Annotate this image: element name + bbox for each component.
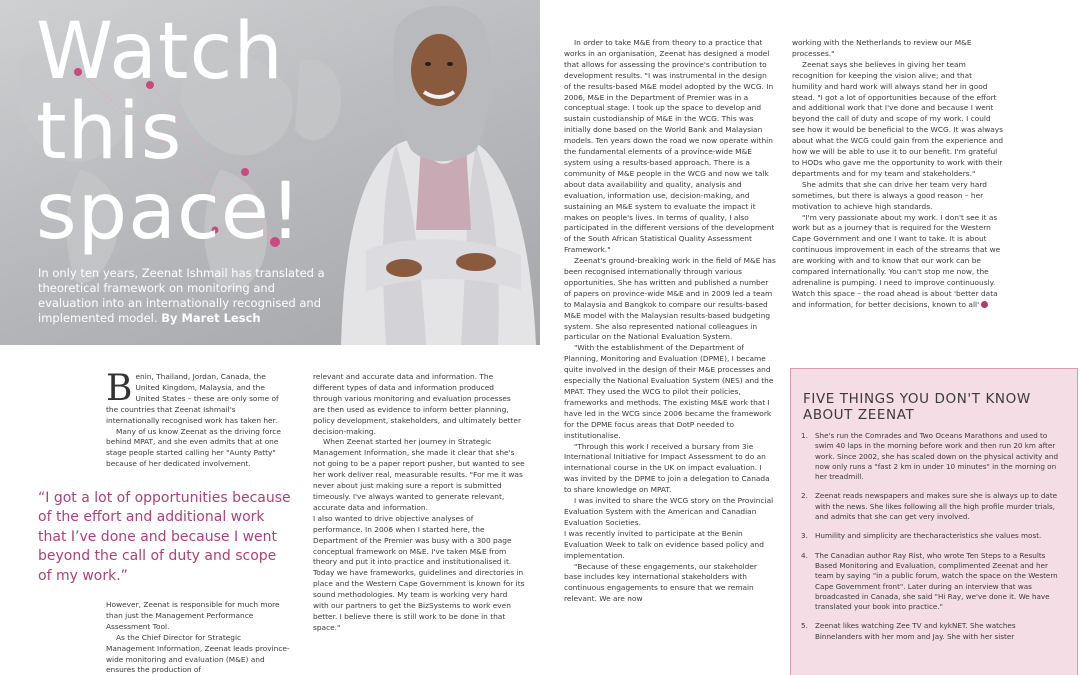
paragraph: Zeenat's ground-breaking work in the field of M&E has been recognised internationally through various opportunities. She has written and published a number of papers on province-wide M&E and in 2009 led a team to Malaysia and Bangkok to compare our results-based M&E model with the Malaysian results-based budgeting system. She also represented national colleagues in particular on the National Evaluation System.: [564, 256, 776, 342]
standfirst: [38, 266, 328, 326]
paragraph: I was invited to share the WCG story on the Provincial Evaluation System with the American and Canadian Evaluation Societies.: [564, 496, 774, 527]
paragraph: working with the Netherlands to review our M&E processes.": [792, 38, 972, 58]
fact-list: [801, 431, 1059, 651]
list-item: [801, 621, 1059, 642]
item-text: The Canadian author Ray Rist, who wrote Ten Steps to a Results Based Monitoring and Evaluation, complimented Zeenat and her team by saying "in a public forum, watch the space on the Western Cape Government front". Later during an interview that was broadcasted in Canada, she said "Hi Ray, we've done it. We have translated your book into practice.": [815, 550, 1058, 612]
portrait-photo: [326, 0, 540, 345]
paragraph: [792, 213, 1004, 311]
item-number: 2.: [801, 491, 808, 501]
paragraph: However, Zeenat is responsible for much more than just the Management Performance Assessment Tool.: [106, 600, 280, 631]
article-column-1-top: [106, 368, 291, 470]
paragraph: When Zeenat started her journey in Strategic Management Information, she made it clear that she's not going to be a paper report pusher, but wanted to see her work deliver real, measurable results. "For me it was never about just making sure a report is submitted timeously. I've always wanted to generate relevant, accurate data and information.: [313, 437, 525, 512]
headline-line: space!: [36, 167, 303, 257]
paragraph: She admits that she can drive her team very hard sometimes, but there is always a good reason – her motivation to achieve high standards.: [792, 179, 987, 211]
byline: By Maret Lesch: [161, 311, 261, 325]
fact-box-title: FIVE THINGS YOU DON'T KNOW ABOUT ZEENAT: [803, 391, 1031, 423]
paragraph: In order to take M&E from theory to a practice that works in an organisation, Zeenat has designed a model that allows for assessing the province's contribution to development results. "I was instrumental in the design of the results-based M&E model adopted by the WCG. In 2006, M&E in the Department of Premier was in a conceptual stage. I took up the space to develop and sustain custodianship of M&E in the WCG. This was initially done based on the World Bank and Malaysian models. Ten years down the road we now operate within the fundamental elements of a province-wide M&E system using a results-based approach. There is a community of M&E people in the WCG and now we talk about data availability and quality, analysis and evaluation, information use, decision-making, and sustaining an M&E system to evaluate the impact it makes on people's lives. In terms of quality, I also participated in the different versions of the development of the South African Statistical Quality Assessment Framework.": [564, 38, 775, 255]
item-text: Zeenat reads newspapers and makes sure she is always up to date with the news. She likes following all the high profile murder trials, and admits that she can get very involved.: [815, 491, 1058, 522]
pull-quote: “I got a lot of opportunities because of the effort and additional work that I’ve done and because I went beyond the call of duty and scope of my work.”: [38, 490, 291, 584]
headline: [36, 7, 336, 257]
item-text: She's run the Comrades and Two Oceans Marathons and used to swim 40 laps in the morning before work and then run 20 km after work. Since 2002, she has scaled down on the physical activity and now only runs a "fast 2 km in under 10 minutes" in the morning on her treadmill.: [815, 431, 1059, 482]
list-item: [801, 491, 1059, 522]
paragraph: Zeenat says she believes in giving her team recognition for keeping the vision alive; and that humility and hard work will always stand her in good stead. "I got a lot of opportunities because of the effort and additional work that I've done and because I went beyond the call of duty and scope of my work. I could see how it would be beneficial to the WCG. It was always about what the WCG could gain from the experience and how we will be able to use it to our benefit. I'm grateful to HODs who gave me the opportunity to work with their departments and for my team and stakeholders.": [792, 59, 1004, 178]
item-text: Humility and simplicity are thecharacteristics she values most.: [815, 531, 1042, 541]
paragraph: [106, 368, 291, 427]
article-column-1-bottom: [106, 600, 291, 675]
paragraph: I also wanted to drive objective analyses of performance. In 2006 when I started here, the Department of the Premier was busy with a 300 page conceptual framework on M&E. I've taken M&E from theory and put it into practice and institutionalised it. Today we have frameworks, guidelines and directories in place and the Western Cape Government is known for its sound methodologies. My team is working very hard with our partners to get the BizSystems to work even better. I believe there is still work to be done in that space.": [313, 513, 525, 632]
article-column-4: [792, 38, 1004, 311]
list-item: [801, 431, 1059, 482]
standfirst-text: In only ten years, Zeenat Ishmail has translated a theoretical framework on monitoring and evaluation into an internationally recognised and implemented model.: [38, 266, 325, 325]
end-mark-icon: [981, 301, 988, 308]
paragraph: Many of us know Zeenat as the driving force behind MPAT, and she even admits that at one stage people started calling her "Aunty Patty" because of her dedicated involvement.: [106, 426, 281, 469]
paragraph-text: "I'm very passionate about my work. I don't see it as work but as a journey that is required for the Western Cape Government and one I want to take. It is about continuous improvement in each of the streams that we are working with and to know that our work can be compared internationally. You can't stop me now, the adrenaline is pumping. I need to improve continuously. Watch this space – the road ahead is about 'better data and information, for better decisions, known to all': [792, 212, 1001, 309]
item-text: Zeenat likes watching Zee TV and kykNET. She watches Binnelanders with her mom and Jay. She with her sister: [815, 621, 1016, 641]
paragraph: "With the establishment of the Department of Planning, Monitoring and Evaluation (DPME), I became quite involved in the design of their M&E processes and especially the National Evaluation System (NES) and the MPAT. They used the WCG to pilot their policies, frameworks and methods. The existing M&E work that I have led in the WCG since 2006 became the framework for the DPME focus areas that DotP needed to institutionalise.: [564, 343, 774, 440]
paragraph: I was recently invited to participate at the Benin Evaluation Week to talk on evidence based policy and implementation.: [564, 528, 764, 560]
headline-line: this: [36, 87, 183, 177]
item-number: 5.: [801, 621, 808, 631]
fact-box: [790, 368, 1078, 675]
paragraph: As the Chief Director for Strategic Management Information, Zeenat leads province-wide monitoring and evaluation (M&E) and ensures the production of: [106, 632, 290, 675]
hero-banner: [0, 0, 540, 345]
paragraph: relevant and accurate data and information. The different types of data and information produced through various monitoring and evaluation processes are then used as evidence to inform better planning, policy development, stakeholders, and ultimately better decision-making.: [313, 372, 521, 436]
list-item: [801, 551, 1059, 613]
paragraph: "Because of these engagements, our stakeholder base includes key international stakeholders with continuous engagements to ensure that we remain relevant. We are now: [564, 561, 757, 604]
paragraph-text: enin, Thailand, Jordan, Canada, the United Kingdom, Malaysia, and the United States – these are only some of the countries that Zeenat Ishmail's internationally recognised work has taken her.: [106, 372, 279, 425]
headline-line: Watch: [36, 7, 284, 97]
item-number: 1.: [801, 431, 808, 440]
item-number: 4.: [801, 550, 808, 560]
item-number: 3.: [801, 531, 808, 541]
list-item: [801, 531, 1059, 541]
article-column-3: [564, 38, 776, 605]
drop-cap: B: [106, 368, 133, 409]
paragraph: "Through this work I received a bursary from 3ie International Initiative for Impact Assessment to do an international course in the UK on impact evaluation. I was invited by the DPME to join a delegation to Canada to share knowledge on MPAT.: [564, 441, 770, 495]
article-column-2: [313, 372, 525, 634]
